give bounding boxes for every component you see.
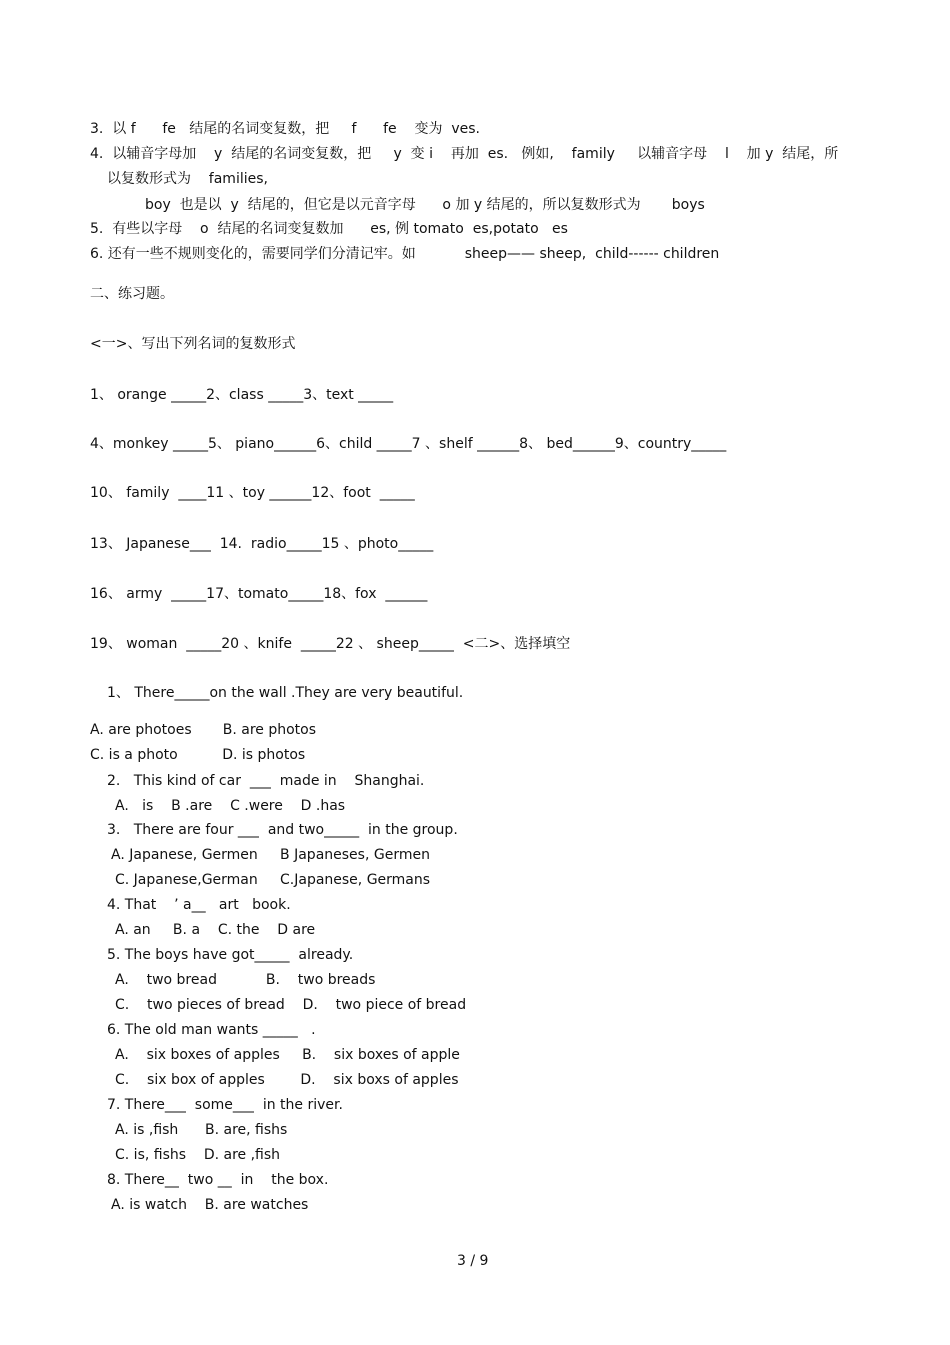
part1-line: 13、 Japanese___ 14. radio_____15 、photo_____ <box>90 536 434 552</box>
question-4-options: A. an B. a C. the D are <box>115 922 316 938</box>
question-4: 4. That ’ a__ art book. <box>107 897 291 913</box>
part1-line: 1、 orange _____2、class _____3、text _____ <box>90 387 394 403</box>
question-3-options: C. Japanese,German C.Japanese, Germans <box>115 872 431 888</box>
question-5: 5. The boys have got_____ already. <box>107 947 354 963</box>
question-1-options: A. are photoes B. are photos <box>90 722 317 738</box>
question-3: 3. There are four ___ and two_____ in the group. <box>107 822 458 838</box>
page-number: 3 / 9 <box>457 1253 489 1269</box>
rule-4-example: boy 也是以 y 结尾的，但它是以元音字母 o 加 y 结尾的，所以复数形式为 boys <box>145 197 705 213</box>
rule-4-continued: 以复数形式为 families, <box>107 171 268 187</box>
question-7-options: C. is, fishs D. are ,fish <box>115 1147 281 1163</box>
question-3-options: A. Japanese, Germen B Japaneses, Germen <box>111 847 430 863</box>
question-8: 8. There__ two __ in the box. <box>107 1172 329 1188</box>
part1-line: 16、 army _____17、tomato_____18、fox ______ <box>90 586 428 602</box>
rule-5: 5. 有些以字母 o 结尾的名词变复数加 es, 例 tomato es,potato es <box>90 221 568 237</box>
rule-6: 6. 还有一些不规则变化的，需要同学们分清记牢。如 sheep—— sheep, child------ children <box>90 246 720 262</box>
section-title: 二、练习题。 <box>90 286 174 302</box>
question-6: 6. The old man wants _____ . <box>107 1022 316 1038</box>
rule-4: 4. 以辅音字母加 y 结尾的名词变复数，把 y 变 i 再加 es. 例如, family 以辅音字母 l 加 y 结尾，所 <box>90 146 839 162</box>
question-8-options: A. is watch B. are watches <box>111 1197 309 1213</box>
question-6-options: C. six box of apples D. six boxs of apples <box>115 1072 459 1088</box>
part1-line: 10、 family ____11 、toy ______12、foot _____ <box>90 485 415 501</box>
part1-line: 19、 woman _____20 、knife _____22 、 sheep_____ <二>、选择填空 <box>90 636 571 652</box>
question-1-options: C. is a photo D. is photos <box>90 747 306 763</box>
question-5-options: A. two bread B. two breads <box>115 972 376 988</box>
question-7-options: A. is ,fish B. are, fishs <box>115 1122 288 1138</box>
part1-title: <一>、写出下列名词的复数形式 <box>90 336 296 352</box>
question-2: 2. This kind of car ___ made in Shanghai. <box>107 773 425 789</box>
question-5-options: C. two pieces of bread D. two piece of bread <box>115 997 467 1013</box>
question-6-options: A. six boxes of apples B. six boxes of apple <box>115 1047 460 1063</box>
question-2-options: A. is B .are C .were D .has <box>115 798 346 814</box>
question-7: 7. There___ some___ in the river. <box>107 1097 343 1113</box>
question-1: 1、 There_____on the wall .They are very beautiful. <box>107 685 464 701</box>
rule-3: 3. 以 f fe 结尾的名词变复数，把 f fe 变为 ves. <box>90 121 480 137</box>
part1-line: 4、monkey _____5、 piano______6、child _____7 、shelf ______8、 bed______9、country_____ <box>90 436 727 452</box>
